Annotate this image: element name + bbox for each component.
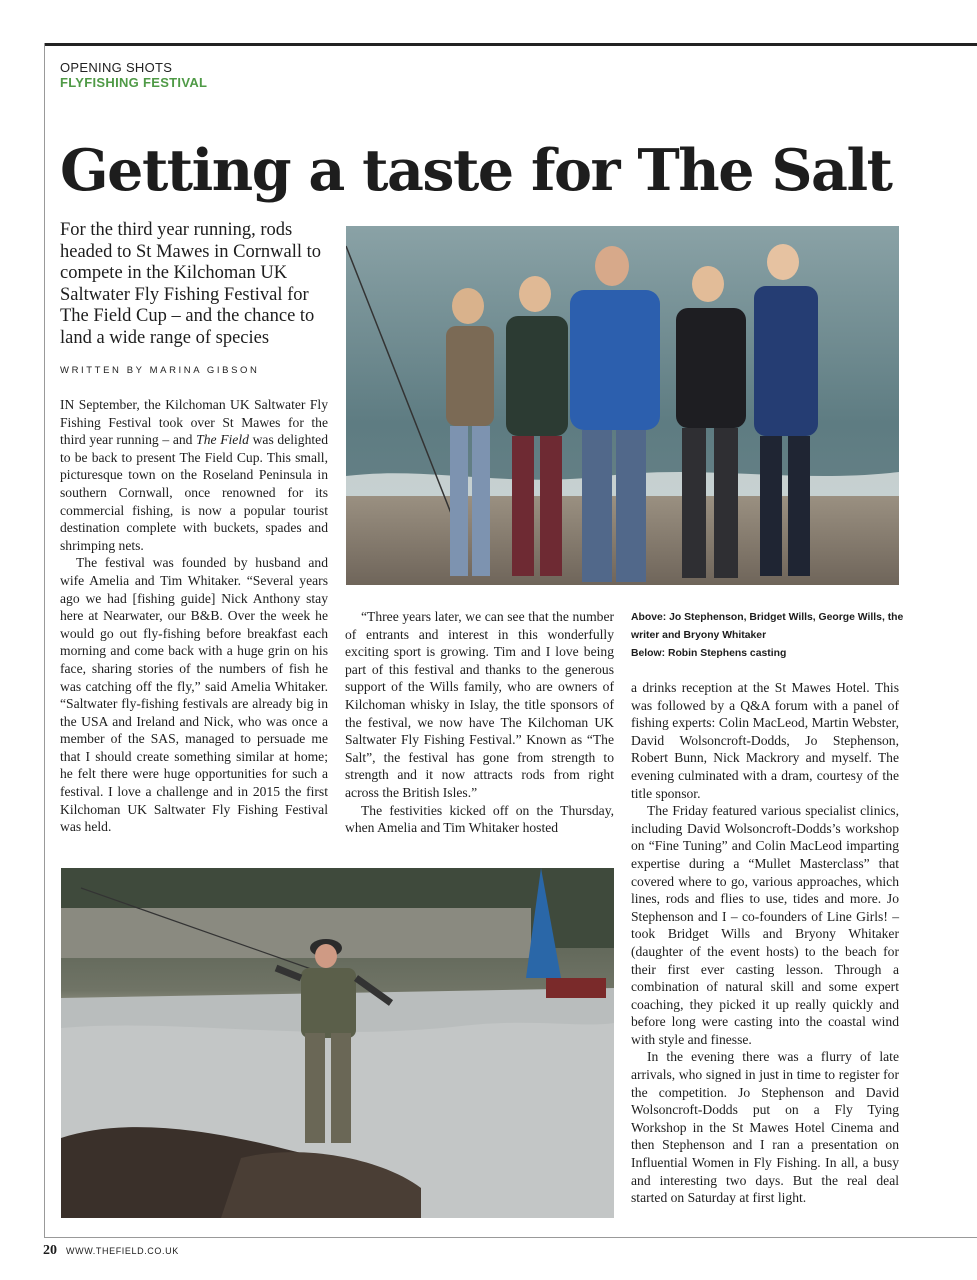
headline: Getting a taste for The Salt [60,137,892,204]
left-margin-rule [44,43,45,1238]
paragraph: The festivities kicked off on the Thursday, when Amelia and Tim Whitaker hosted [345,802,614,836]
paragraph: In the evening there was a flurry of late arrivals, who signed in just in time to register for the competition. Jo Stephenson and David Wolsoncroft-Dodds put on a Fly Tying Workshop in the St Mawes Hotel Cinema and then Stephenson and I ran a presentation on Influential Women in Fly Fishing. In all, a busy and interesting two days. But the real deal started on Saturday at first light. [631,1049,899,1206]
byline: WRITTEN BY MARINA GIBSON [60,365,260,376]
subsection-label: FLYFISHING FESTIVAL [60,75,208,90]
paragraph: The festival was founded by husband and wife Amelia and Tim Whitaker. “Several years ago we had [fishing guide] Nick Anthony stay here at Nearwater, our B&B. Over the week he would go out fly-fishing before breakfast each morning and come back with a huge grin on his face, sharing stories of the numbers of fish he was catching off the fly,” said Amelia Whitaker. “Saltwater fly-fishing festivals are already big in the USA and Ireland and Nick, who was once a member of the SAS, managed to persuade me that I should create something similar at home; he felt there were huge opportunities for such a festival. I love a challenge and in 2015 the first Kilchoman UK Saltwater Fly Fishing Festival was held. [60,555,328,835]
group-photo [346,226,899,585]
body-column-3 [631,679,899,1207]
photo-caption [631,609,906,663]
body-column-2 [345,608,614,837]
top-rule [44,43,977,46]
paragraph: IN September, the Kilchoman UK Saltwater Fly Fishing Festival took over St Mawes for the third year running – and The Field was delighted to be back to present The Field Cup. This small, picturesque town on the Roseland Peninsula in southern Cornwall, once renowned for its commercial fishing, is now a popular tourist destination complete with buckets, spades and shrimping nets. [60,397,328,553]
website-url: WWW.THEFIELD.CO.UK [66,1246,179,1256]
paragraph: The Friday featured various specialist clinics, including David Wolsoncroft-Dodds’s workshop on “Fine Tuning” and Colin MacLeod imparting expertise during a “Mullet Masterclass” that covered where to go, various approaches, which lines, rods and flies to use, tides and more. Jo Stephenson and I – co-founders of Line Girls! – took Bridget Wills and Bryony Whitaker (daughter of the event hosts) to the beach for their first ever casting lesson. Through a combination of natural skill and some expert coaching, they picked it up really quickly and before long were casting into the coastal wind with style and finesse. [631,803,899,1047]
caption-below: Below: Robin Stephens casting [631,648,787,659]
caption-above: Above: Jo Stephenson, Bridget Wills, George Wills, the writer and Bryony Whitaker [631,612,904,641]
standfirst: For the third year running, rods headed to St Mawes in Cornwall to compete in the Kilchoman UK Saltwater Fly Fishing Festival for The Field Cup – and the chance to land a wide range of species [60,220,322,348]
paragraph: a drinks reception at the St Mawes Hotel. This was followed by a Q&A forum with a panel of fishing experts: Colin MacLeod, Martin Webster, David Wolsoncroft-Dodds, Jo Stephenson, Robert Bunn, Nick Mackrory and myself. The evening culminated with a dram, courtesy of the title sponsor. [631,680,899,801]
casting-photo [61,868,614,1218]
footer-rule [44,1237,977,1238]
body-column-1 [60,396,328,836]
section-label: OPENING SHOTS [60,60,173,75]
paragraph: “Three years later, we can see that the number of entrants and interest in this wonderfully exciting sport is growing. Tim and I love being part of this festival and thanks to the generous support of the Wills family, who are owners of Kilchoman whisky in Islay, the title sponsors of the festival, we now have The Kilchoman UK Saltwater Fly Fishing Festival.” Known as “The Salt”, the festival has gone from strength to strength and it now attracts rods from right across the British Isles.” [345,609,614,800]
page-number: 20 [43,1243,57,1258]
